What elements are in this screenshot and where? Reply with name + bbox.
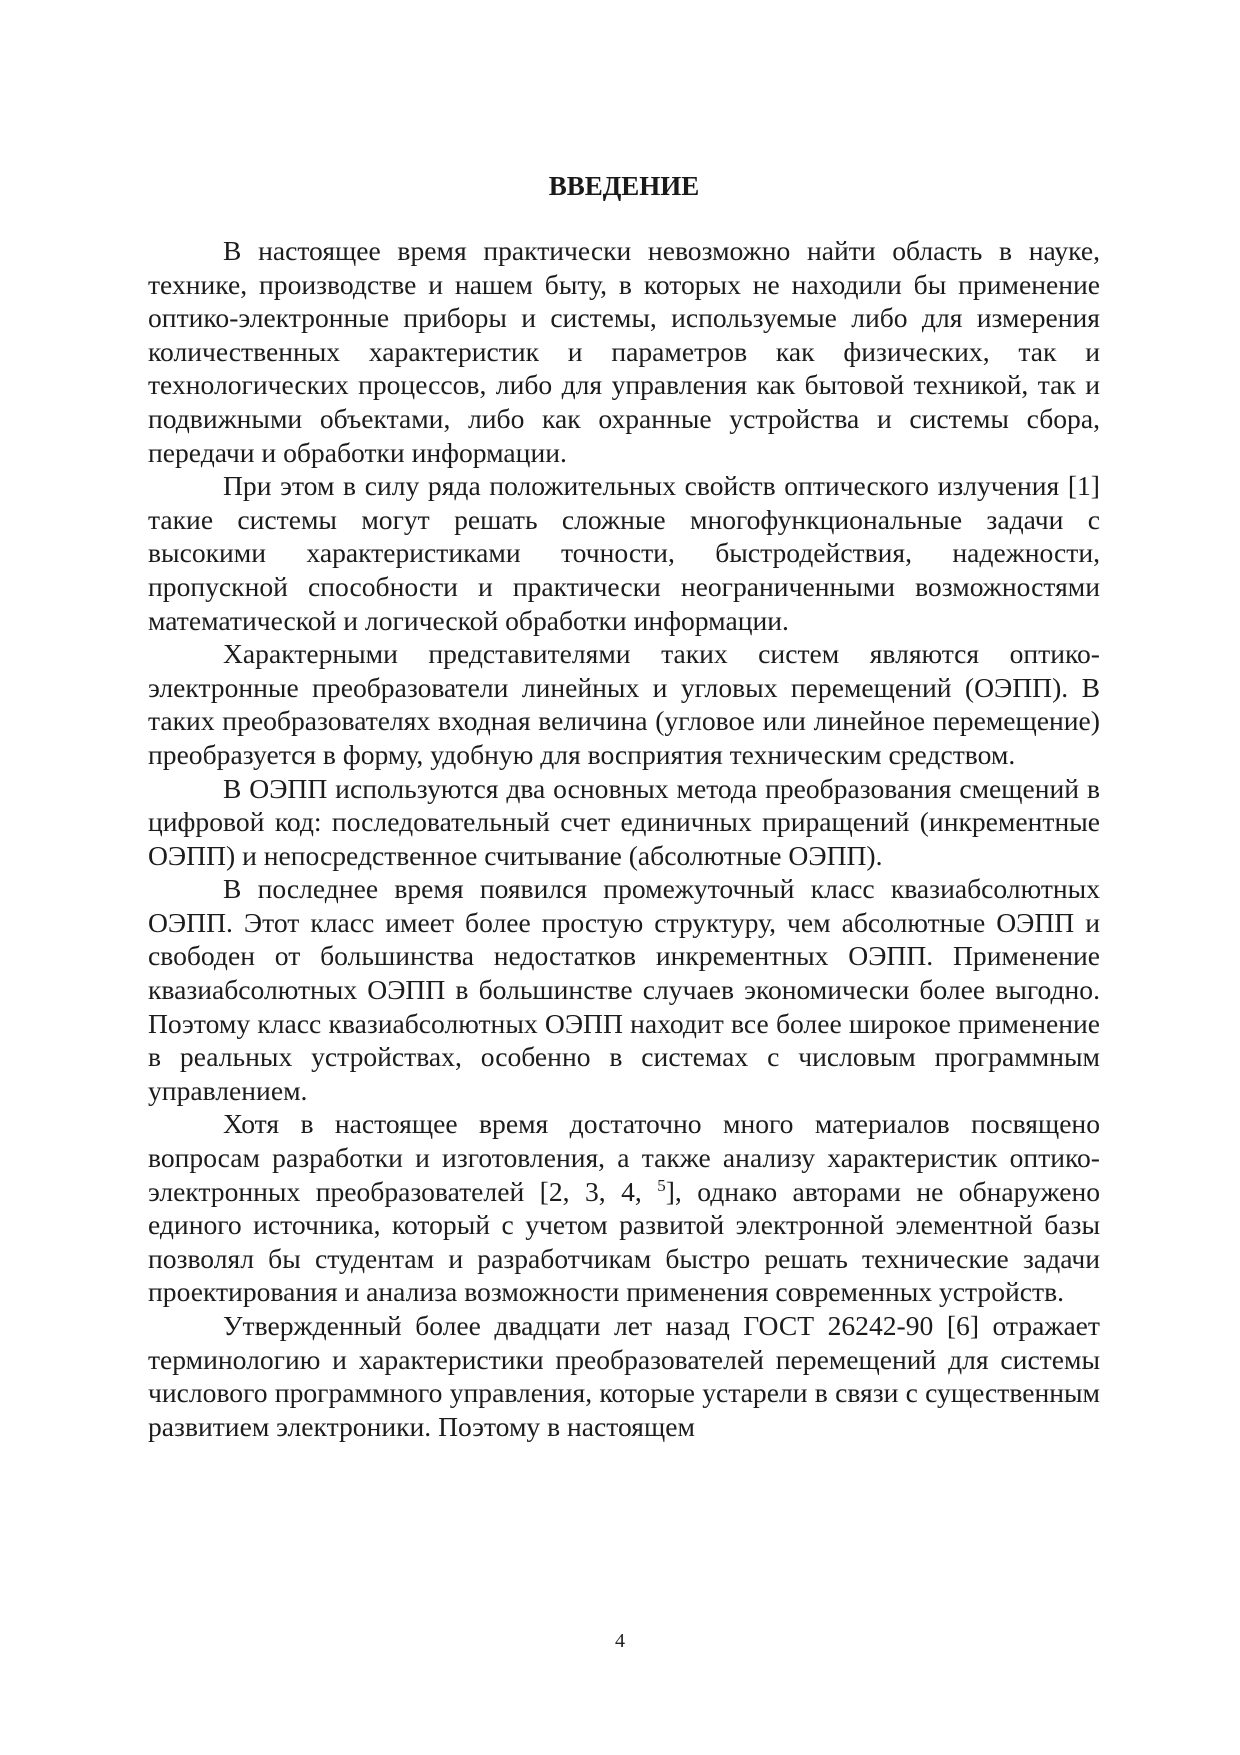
paragraph-6-text-start: Хотя в настоящее время достаточно много материалов посвящено вопросам разработки и изготовления, а также анализу характеристик оптико-электронных преобразователей [2, 3, 4, [148,1108,1100,1207]
footnote-reference: 5 [657,1175,666,1195]
paragraph-1: В настоящее время практически невозможно найти область в науке, технике, производстве и нашем быту, в которых не находили бы применение оптико-электронные приборы и системы, используемые либо для измерения количественных характеристик и параметров как физических, так и технологических процессов, либо для управления как бытовой техникой, так и подвижными объектами, либо как охранные устройства и системы сбора, передачи и обработки информации. [148,235,1100,468]
paragraph-2: При этом в силу ряда положительных свойств оптического излучения [1] такие системы могут решать сложные многофункциональные задачи с высокими характеристиками точности, быстродействия, надежности, пропускной способности и практически неограниченными возможностями математической и логической обработки информации. [148,470,1100,636]
paragraph-7: Утвержденный более двадцати лет назад ГОСТ 26242-90 [6] отражает терминологию и характеристики преобразователей перемещений для системы числового программного управления, которые устарели в связи с существенным развитием электроники. Поэтому в настоящем [148,1310,1100,1442]
page-number: 4 [615,1630,625,1652]
paragraph-5: В последнее время появился промежуточный класс квазиабсолютных ОЭПП. Этот класс имеет более простую структуру, чем абсолютные ОЭПП и свободен от большинства недостатков инкрементных ОЭПП. Применение квазиабсолютных ОЭПП в большинстве случаев экономически более выгодно. Поэтому класс квазиабсолютных ОЭПП находит все более широкое применение в реальных устройствах, особенно в системах с числовым программным управлением. [148,873,1100,1106]
paragraph-6-text-end: ], однако авторами не обнаружено единого источника, который с учетом развитой электронной элементной базы позволял бы студентам и разработчикам быстро решать технические задачи проектирования и анализа возможности применения современных устройств. [148,1175,1101,1308]
paragraph-4: В ОЭПП используются два основных метода преобразования смещений в цифровой код: последовательный счет единичных приращений (инкрементные ОЭПП) и непосредственное считывание (абсолютные ОЭПП). [148,772,1100,871]
body-text [148,234,1100,1443]
section-heading: ВВЕДЕНИЕ [548,171,700,201]
paragraph-3: Характерными представителями таких систем являются оптико-электронные преобразователи линейных и угловых перемещений (ОЭПП). В таких преобразователях входная величина (угловое или линейное перемещение) преобразуется в форму, удобную для восприятия техническим средством. [148,638,1100,770]
paragraph-6 [148,1107,1100,1309]
